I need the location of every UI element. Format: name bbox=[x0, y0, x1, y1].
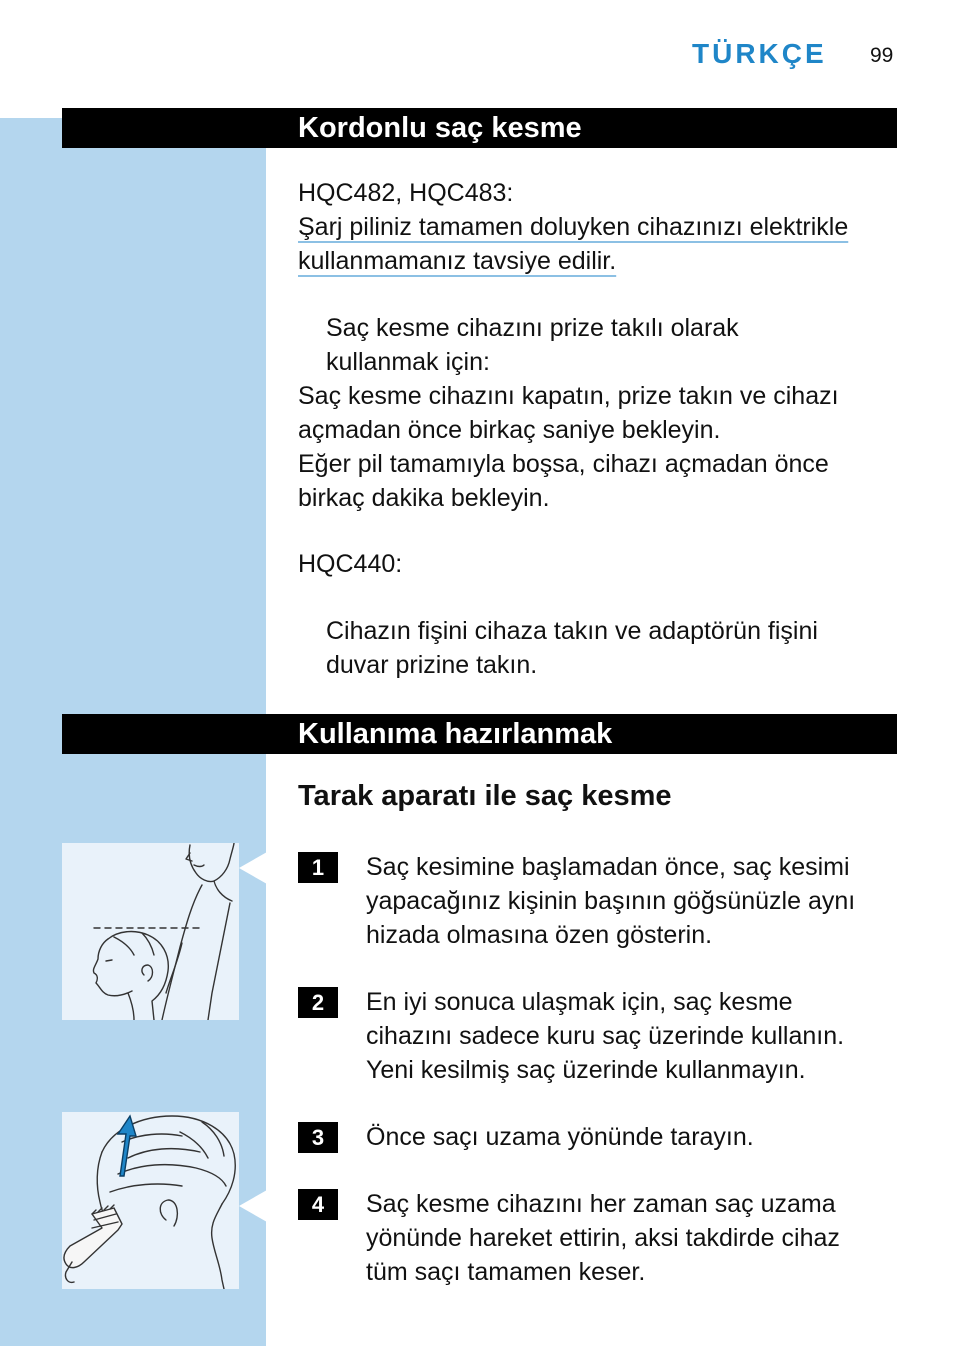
step-1-text bbox=[366, 850, 906, 952]
step-2-line-1: En iyi sonuca ulaşmak için, saç kesme bbox=[366, 988, 793, 1016]
step-2-line-3: Yeni kesilmiş saç üzerinde kullanmayın. bbox=[366, 1056, 806, 1084]
step-2-line-2: cihazını sadece kuru saç üzerinde kullanın. bbox=[366, 1022, 845, 1050]
bullet-heading-line-2: kullanmak için: bbox=[326, 348, 490, 376]
paragraph-2-line-2: birkaç dakika bekleyin. bbox=[298, 484, 550, 512]
step-number-4: 4 bbox=[298, 1189, 338, 1220]
step-2-text bbox=[366, 985, 906, 1087]
step-number-1: 1 bbox=[298, 852, 338, 883]
step-1-line-1: Saç kesimine başlamadan önce, saç kesimi bbox=[366, 853, 850, 881]
step-4-text bbox=[366, 1187, 906, 1289]
step-number-3: 3 bbox=[298, 1122, 338, 1153]
section-bar-preparing-for-use bbox=[62, 714, 897, 754]
step-number-2: 2 bbox=[298, 987, 338, 1018]
note-line-1: Şarj piliniz tamamen doluyken cihazınızı elektrikle bbox=[298, 213, 849, 241]
paragraph-1-line-1: Saç kesme cihazını kapatın, prize takın ve cihazı bbox=[298, 382, 839, 410]
illustration-head-height bbox=[62, 843, 239, 1020]
head-height-drawing-icon bbox=[62, 843, 239, 1020]
clipper-direction-drawing-icon bbox=[62, 1112, 239, 1289]
step-3-line-1: Önce saçı uzama yönünde tarayın. bbox=[366, 1123, 754, 1151]
note-line-2: kullanmamanız tavsiye edilir. bbox=[298, 247, 617, 275]
section-title: Kullanıma hazırlanmak bbox=[298, 718, 613, 750]
section-title: Kordonlu saç kesme bbox=[298, 112, 582, 144]
models-hqc440: HQC440: bbox=[298, 550, 403, 578]
step-3-text bbox=[366, 1120, 906, 1154]
step-1-line-2: yapacağınız kişinin başının göğsünüzle aynı bbox=[366, 887, 856, 915]
figure-pointer bbox=[239, 852, 267, 884]
bullet-2-line-1: Cihazın fişini cihaza takın ve adaptörün fişini bbox=[326, 617, 818, 645]
figure-pointer bbox=[239, 1190, 267, 1222]
language-label: TÜRKÇE bbox=[692, 38, 827, 69]
page-number: 99 bbox=[870, 44, 894, 67]
step-4-line-1: Saç kesme cihazını her zaman saç uzama bbox=[366, 1190, 836, 1218]
models-hqc482-hqc483: HQC482, HQC483: bbox=[298, 179, 514, 207]
step-1-line-3: hizada olmasına özen gösterin. bbox=[366, 921, 713, 949]
bullet-heading-line-1: Saç kesme cihazını prize takılı olarak bbox=[326, 314, 739, 342]
step-4-line-2: yönünde hareket ettirin, aksi takdirde cihaz bbox=[366, 1224, 840, 1252]
paragraph-2-line-1: Eğer pil tamamıyla boşsa, cihazı açmadan önce bbox=[298, 450, 829, 478]
subheading-comb-cutting: Tarak aparatı ile saç kesme bbox=[298, 780, 672, 812]
section-bar-corded-use bbox=[62, 108, 897, 148]
step-4-line-3: tüm saçı tamamen keser. bbox=[366, 1258, 646, 1286]
illustration-clipper-direction bbox=[62, 1112, 239, 1289]
paragraph-1-line-2: açmadan önce birkaç saniye bekleyin. bbox=[298, 416, 721, 444]
bullet-2-line-2: duvar prizine takın. bbox=[326, 651, 538, 679]
